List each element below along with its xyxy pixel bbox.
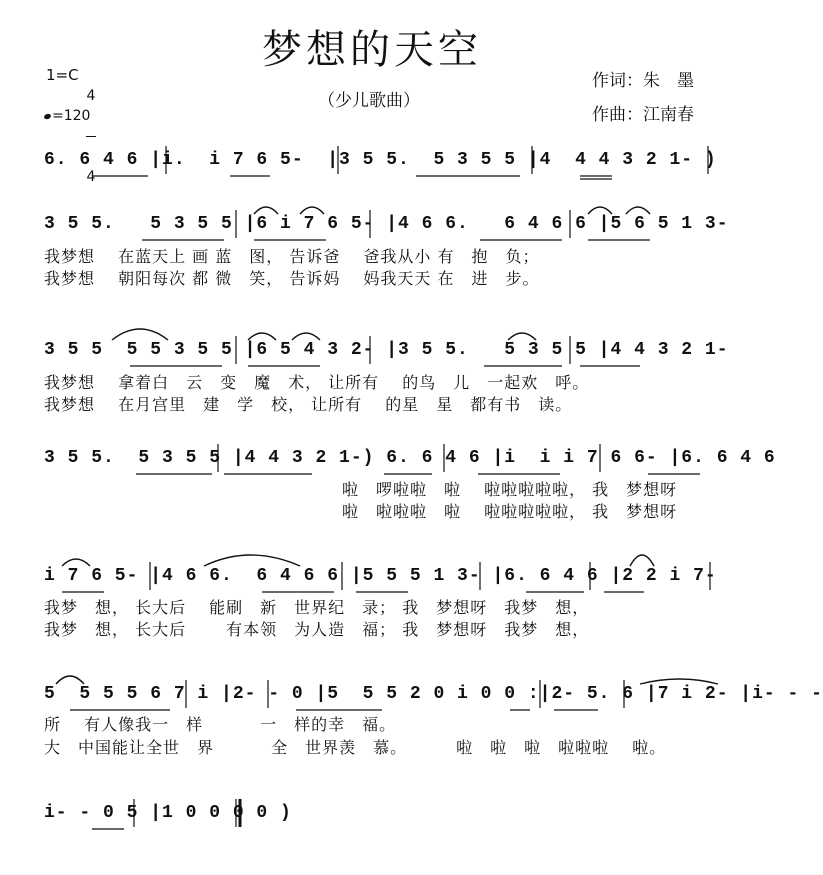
system4-lyric2: 啦 啦啦啦 啦 啦啦啦啦啦， 我 梦想呀 xyxy=(342,502,678,521)
slur xyxy=(204,555,300,566)
system5-lyric1: 我梦 想， 长大后 能刷 新 世界纪 录； 我 梦想呀 我梦 想， xyxy=(44,598,590,617)
underline-marks xyxy=(62,176,700,829)
slur xyxy=(248,333,276,340)
tempo-value: =120 xyxy=(52,108,91,124)
slur xyxy=(292,333,320,340)
slur xyxy=(588,207,612,214)
slur xyxy=(254,207,278,214)
system4-lyric1: 啦 啰啦啦 啦 啦啦啦啦啦， 我 梦想呀 xyxy=(342,480,678,499)
system2-lyric2: 我梦想 朝阳每次 都 微 笑， 告诉妈 妈我天天 在 进 步。 xyxy=(44,269,540,288)
system6-notes: 5 5 5 5 6 7 i |2- - 0 |5 5 5 2 0 i 0 0 :|2- 5. 6 |7 i 2- |i- - - xyxy=(44,684,823,704)
system2-lyric1: 我梦想 在蓝天上 画 蓝 图， 告诉爸 爸我从小 有 抱 负； xyxy=(44,247,540,266)
slur xyxy=(300,207,324,214)
system3-lyric1: 我梦想 拿着白 云 变 魔 术， 让所有 的鸟 儿 一起欢 呼。 xyxy=(44,373,590,392)
system3-lyric2: 我梦想 在月宫里 建 学 校， 让所有 的星 星 都有书 读。 xyxy=(44,395,573,414)
slur xyxy=(630,555,654,566)
time-bottom: 4 xyxy=(86,169,96,185)
bar-lines xyxy=(134,146,710,827)
key-signature: 1=C xyxy=(46,66,79,84)
slur xyxy=(112,329,168,340)
time-top: 4 xyxy=(86,88,96,104)
slur xyxy=(62,559,90,566)
slur xyxy=(56,676,84,684)
slur-marks xyxy=(56,207,718,684)
system7-notes: i- - 0 5 |1 0 0 0 0 ) xyxy=(44,803,292,823)
slur xyxy=(640,679,718,684)
system6-lyric2: 大 中国能让全世 界 全 世界羡 慕。 啦 啦 啦 啦啦啦 啦。 xyxy=(44,738,667,757)
system2-notes: 3 5 5. 5 3 5 5 |6 i 7 6 5- |4 6 6. 6 4 6 6 |5 6 5 1 3- xyxy=(44,214,729,234)
system5-notes: i 7 6 5- |4 6 6. 6 4 6 6 |5 5 5 1 3- |6. 6 4 6 |2 2 i 7- xyxy=(44,566,717,586)
composer-credit: 作曲：江南春 xyxy=(592,105,694,125)
system6-lyric1: 所 有人像我一 样 一 样的幸 福。 xyxy=(44,715,397,734)
lyricist-credit: 作词：朱 墨 xyxy=(592,71,694,91)
song-subtitle: （少儿歌曲） xyxy=(318,91,420,111)
system3-notes: 3 5 5 5 5 3 5 5 |6 5 4 3 2- |3 5 5. 5 3 5 5 |4 4 3 2 1- xyxy=(44,340,729,360)
slur xyxy=(508,333,536,340)
slur xyxy=(626,207,650,214)
system4-notes: 3 5 5. 5 3 5 5 |4 4 3 2 1-) 6. 6 4 6 |i i i 7 6 6- |6. 6 4 6 xyxy=(44,448,776,468)
song-title: 梦想的天空 xyxy=(262,27,482,73)
system5-lyric2: 我梦 想， 长大后 有本领 为人造 福； 我 梦想呀 我梦 想， xyxy=(44,620,590,639)
system1-notes: 6. 6 4 6 |i. i 7 6 5- |3 5 5. 5 3 5 5 |4 4 4 3 2 1- ) xyxy=(44,150,717,170)
